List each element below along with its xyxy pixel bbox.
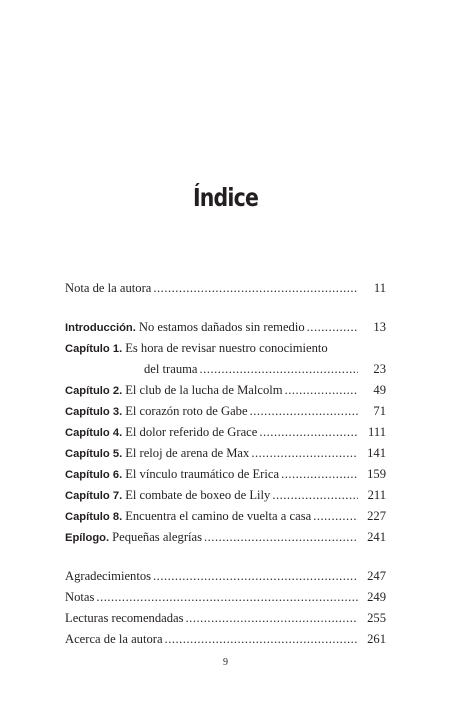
toc-entry-page: 23 bbox=[373, 362, 386, 376]
toc-entry-lead: Capítulo 8. bbox=[65, 511, 123, 523]
toc-entry-text: Encuentra el camino de vuelta a casa bbox=[125, 509, 312, 523]
toc-entry-introduction bbox=[65, 320, 386, 340]
toc-entry-lead: Capítulo 6. bbox=[65, 469, 123, 481]
toc-entry-epilogue bbox=[65, 530, 386, 550]
toc-entry-page: 71 bbox=[373, 404, 386, 418]
toc-entry-notes bbox=[65, 590, 386, 610]
toc-entry-text: Pequeñas alegrías bbox=[112, 530, 202, 544]
toc-entry-page: 111 bbox=[368, 425, 386, 439]
dot-leader bbox=[281, 467, 358, 482]
dot-leader bbox=[204, 530, 358, 545]
dot-leader bbox=[285, 383, 358, 398]
dot-leader bbox=[272, 488, 358, 503]
dot-leader bbox=[251, 446, 358, 461]
toc-entry-about-author bbox=[65, 632, 386, 652]
toc-entry-page: 227 bbox=[367, 509, 386, 523]
toc-entry-chapter-5 bbox=[65, 446, 386, 466]
toc-entry-page: 255 bbox=[367, 611, 386, 625]
toc-entry-text: No estamos dañados sin remedio bbox=[138, 320, 305, 334]
toc-entry-text: El vínculo traumático de Erica bbox=[125, 467, 280, 481]
toc-entry-text: El combate de boxeo de Lily bbox=[125, 488, 271, 502]
page-title: Índice bbox=[192, 183, 259, 212]
toc-entry-text: El reloj de arena de Max bbox=[125, 446, 250, 460]
dot-leader bbox=[186, 611, 358, 626]
toc-entry-text: Nota de la autora bbox=[65, 281, 152, 295]
dot-leader bbox=[165, 632, 358, 647]
toc-entry-lead: Capítulo 5. bbox=[65, 448, 123, 460]
toc-entry-page: 159 bbox=[367, 467, 386, 481]
toc-entry-text: del trauma bbox=[144, 362, 198, 376]
toc-entry-acknowledgements bbox=[65, 569, 386, 589]
toc-entry-page: 141 bbox=[367, 446, 386, 460]
toc-entry-chapter-1-continued bbox=[65, 362, 386, 382]
dot-leader bbox=[259, 425, 358, 440]
dot-leader bbox=[200, 362, 359, 377]
toc-entry-page: 211 bbox=[367, 488, 386, 502]
toc-entry-text: Acerca de la autora bbox=[65, 632, 163, 646]
page-number: 9 bbox=[223, 657, 228, 668]
toc-entry-lead: Capítulo 1. bbox=[65, 343, 123, 355]
dot-leader bbox=[307, 320, 358, 335]
toc-entry-text: Es hora de revisar nuestro conocimiento bbox=[125, 341, 328, 355]
toc-entry-text: El corazón roto de Gabe bbox=[125, 404, 248, 418]
toc-entry-lead: Capítulo 7. bbox=[65, 490, 123, 502]
toc-entry-chapter-6 bbox=[65, 467, 386, 487]
toc-entry-lead: Capítulo 3. bbox=[65, 406, 123, 418]
toc-entry-chapter-3 bbox=[65, 404, 386, 424]
toc-entry-recommended-reading bbox=[65, 611, 386, 631]
toc-entry-text: El dolor referido de Grace bbox=[125, 425, 258, 439]
toc-entry-lead: Capítulo 4. bbox=[65, 427, 123, 439]
toc-entry-page: 11 bbox=[373, 281, 386, 295]
toc-entry-text: Agradecimientos bbox=[65, 569, 152, 583]
dot-leader bbox=[250, 404, 358, 419]
toc-entry-page: 247 bbox=[367, 569, 386, 583]
toc-entry-page: 49 bbox=[373, 383, 386, 397]
toc-entry-chapter-4 bbox=[65, 425, 386, 445]
toc-entry-text: Notas bbox=[65, 590, 95, 604]
toc-entry-page: 249 bbox=[367, 590, 386, 604]
toc-entry-chapter-8 bbox=[65, 509, 386, 529]
dot-leader bbox=[313, 509, 358, 524]
toc-entry-chapter-2 bbox=[65, 383, 386, 403]
dot-leader bbox=[96, 590, 358, 605]
toc-entry-page: 261 bbox=[367, 632, 386, 646]
dot-leader bbox=[153, 569, 358, 584]
toc-entry-text: El club de la lucha de Malcolm bbox=[125, 383, 283, 397]
toc-entry-lead: Capítulo 2. bbox=[65, 385, 123, 397]
dot-leader bbox=[153, 281, 358, 296]
toc-entry-chapter-1 bbox=[65, 341, 386, 361]
toc-entry-lead: Introducción. bbox=[65, 322, 136, 334]
toc-entry-lead: Epílogo. bbox=[65, 532, 110, 544]
toc-entry-text: Lecturas recomendadas bbox=[65, 611, 184, 625]
toc-entry-page: 13 bbox=[373, 320, 386, 334]
toc-entry-chapter-7 bbox=[65, 488, 386, 508]
toc-entry-author-note bbox=[65, 281, 386, 301]
toc-entry-page: 241 bbox=[367, 530, 386, 544]
